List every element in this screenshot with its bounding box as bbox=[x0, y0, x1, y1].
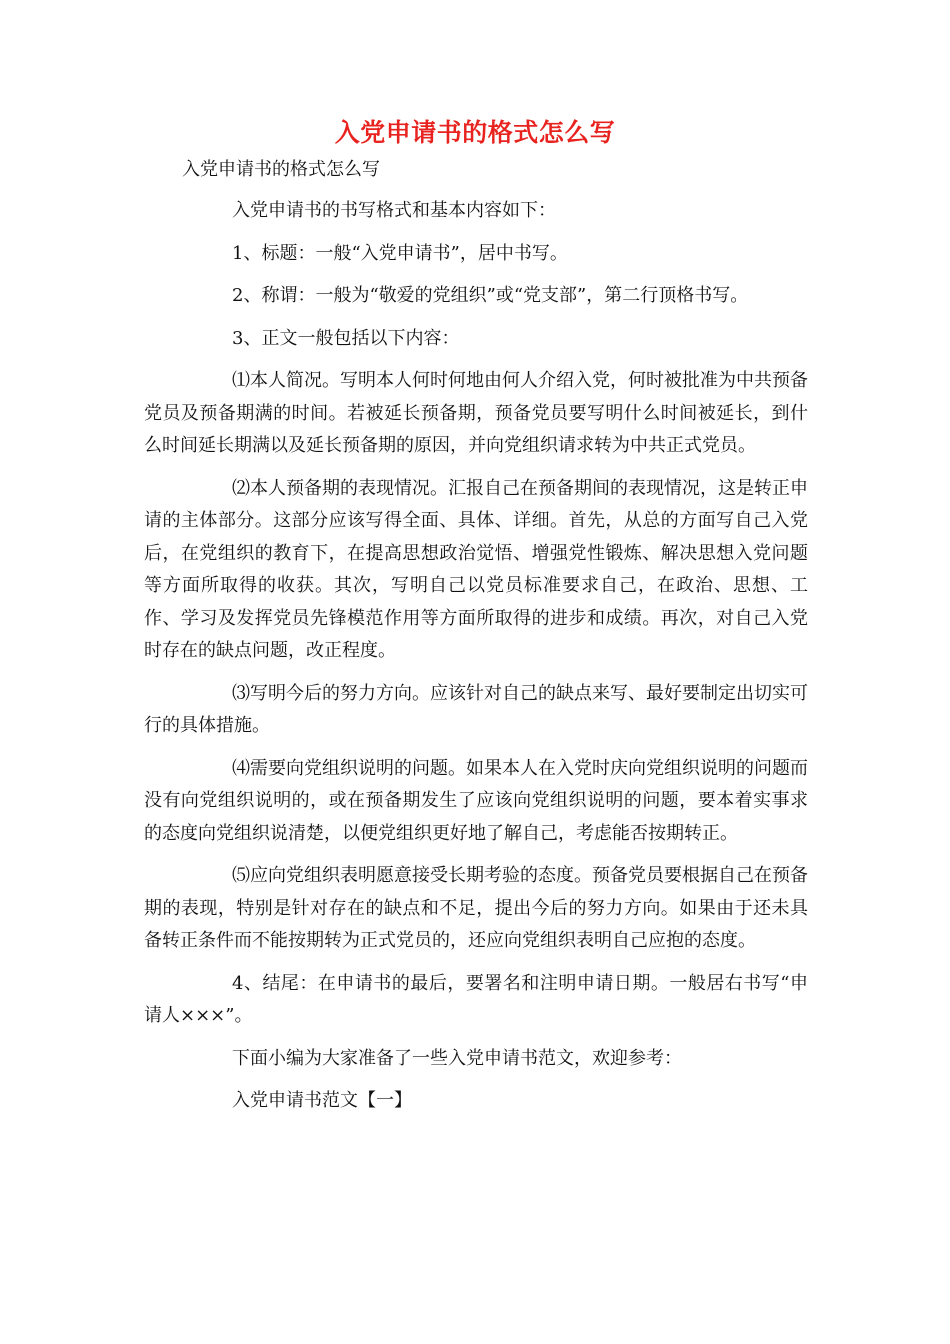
paragraph-intro: 入党申请书的书写格式和基本内容如下： bbox=[232, 200, 556, 221]
paragraph-sample-intro: 下面小编为大家准备了一些入党申请书范文，欢迎参考： bbox=[232, 1047, 682, 1069]
paragraph-item-2: ⑵本人预备期的表现情况。汇报自己在预备期间的表现情况，这是转正申请的主体部分。这部分应该写得全面、具体、详细。首先，从总的方面写自己入党后，在党组织的教育下，在提高思想政治觉悟、增强党性锻炼、解决思想入党问题等方面所取得的收获。其次，写明自己以党员标准要求自己，在政治、思想、工作、学习及发挥党员先锋模范作用等方面所取得的进步和成绩。再次，对自己入党时存在的缺点问题，改正程度。 bbox=[144, 477, 808, 661]
paragraph-closing-rule: 4、结尾：在申请书的最后，要署名和注明申请日期。一般居右书写“申请人×××”。 bbox=[144, 972, 808, 1026]
paragraph-item-1: ⑴本人简况。写明本人何时何地由何人介绍入党，何时被批准为中共预备党员及预备期满的时间。若被延长预备期，预备党员要写明什么时间被延长，到什么时间延长期满以及延长预备期的原因，并向党组织请求转为中共正式党员。 bbox=[144, 370, 808, 456]
paragraph-item-5: ⑸应向党组织表明愿意接受长期考验的态度。预备党员要根据自己在预备期的表现，特别是针对存在的缺点和不足，提出今后的努力方向。如果由于还未具备转正条件而不能按期转为正式党员的，还应向党组织表明自己应抱的态度。 bbox=[144, 865, 808, 951]
document-body bbox=[144, 195, 808, 1128]
document-title: 入党申请书的格式怎么写 bbox=[334, 118, 616, 147]
document-subtitle: 入党申请书的格式怎么写 bbox=[182, 159, 380, 180]
paragraph-salutation-rule: 2、称谓：一般为“敬爱的党组织”或“党支部”，第二行顶格书写。 bbox=[232, 285, 749, 306]
paragraph-item-4: ⑷需要向党组织说明的问题。如果本人在入党时庆向党组织说明的问题而没有向党组织说明的，或在预备期发生了应该向党组织说明的问题，要本着实事求的态度向党组织说清楚，以便党组织更好地了解自己，考虑能否按期转正。 bbox=[144, 757, 808, 844]
paragraph-heading-rule: 1、标题：一般“入党申请书”，居中书写。 bbox=[232, 242, 568, 264]
paragraph-item-3: ⑶写明今后的努力方向。应该针对自己的缺点来写、最好要制定出切实可行的具体措施。 bbox=[144, 682, 808, 736]
paragraph-sample-heading: 入党申请书范文【一】 bbox=[232, 1090, 412, 1111]
paragraph-body-rule: 3、正文一般包括以下内容： bbox=[232, 327, 460, 349]
